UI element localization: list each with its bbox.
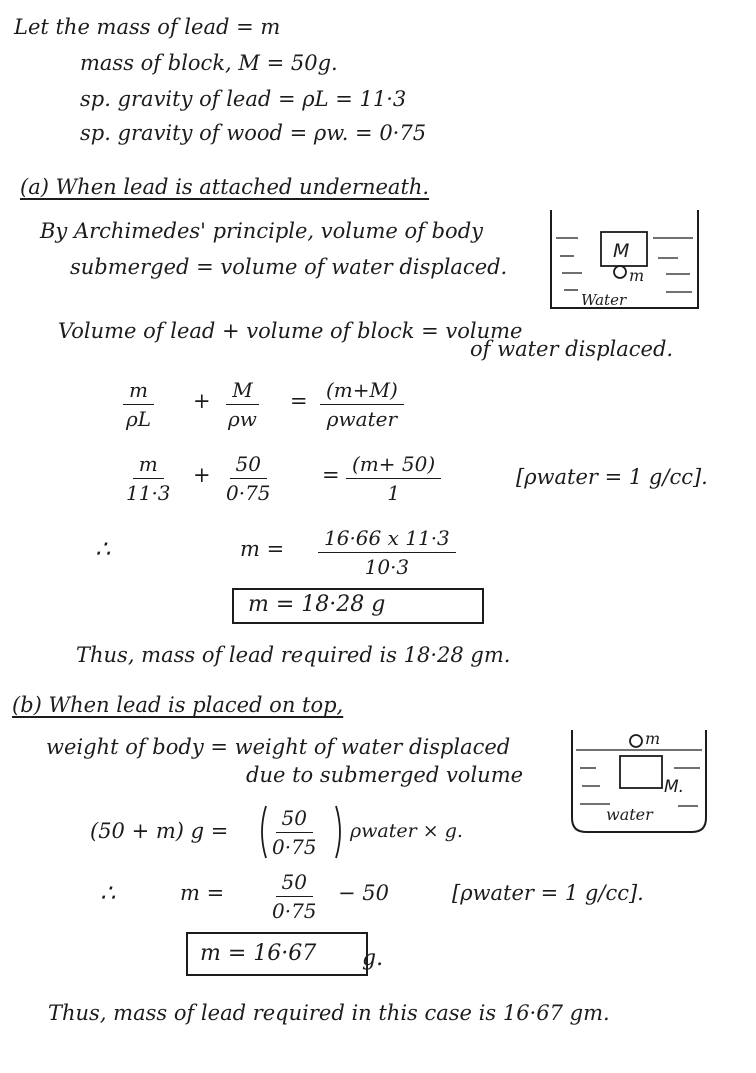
therefore-b: ∴ bbox=[100, 879, 116, 907]
answer-box-a: m = 18·28 g bbox=[232, 588, 484, 624]
eq2-a-term2 bbox=[220, 452, 277, 505]
conclusion-b: Thus, mass of lead required in this case is 16·67 gm. bbox=[48, 1001, 610, 1025]
density-note-b: [ρwater = 1 g/cc]. bbox=[452, 881, 644, 905]
volume-line-2: of water displaced. bbox=[470, 337, 674, 361]
part-a-heading: (a) When lead is attached underneath. bbox=[20, 175, 430, 199]
diagram-b-lead-label: m bbox=[645, 729, 661, 748]
tank-diagram-b bbox=[570, 726, 720, 836]
eq2-a-t1-den: 11·3 bbox=[126, 481, 171, 505]
eq1-a-rhs bbox=[320, 378, 404, 431]
diagram-b-block-label: M. bbox=[664, 777, 685, 797]
eq1-a-t2-num: M bbox=[226, 378, 258, 405]
answer-unit-b: g. bbox=[362, 946, 384, 971]
eq1-a-t2-den: ρw bbox=[228, 407, 257, 431]
eq1-a-rhs-num: (m+M) bbox=[320, 378, 404, 405]
eq2-a-t2-num: 50 bbox=[230, 452, 267, 479]
eq2-b-lhs: m = bbox=[180, 881, 225, 905]
tank-diagram-a bbox=[548, 208, 708, 318]
eq1-b-paren-right bbox=[334, 804, 346, 860]
eq1-a-equals: = bbox=[290, 389, 308, 413]
given-line-2: mass of block, M = 50g. bbox=[80, 51, 338, 75]
eq3-a-den: 10·3 bbox=[364, 555, 410, 579]
eq2-b-den: 0·75 bbox=[272, 899, 317, 923]
eq2-a-rhs bbox=[346, 452, 441, 505]
eq3-a-fraction bbox=[318, 526, 456, 579]
eq2-a-rhs-den: 1 bbox=[387, 481, 400, 505]
given-line-4: sp. gravity of wood = ρw. = 0·75 bbox=[80, 121, 427, 145]
eq1-b-lhs: (50 + m) g = bbox=[90, 819, 229, 843]
part-b-heading: (b) When lead is placed on top, bbox=[12, 693, 344, 717]
therefore-a: ∴ bbox=[95, 535, 111, 563]
eq1-a-plus: + bbox=[193, 389, 211, 413]
diagram-b-water-label: water bbox=[606, 805, 653, 824]
eq2-a-term1 bbox=[120, 452, 177, 505]
eq1-a-t1-den: ρL bbox=[126, 407, 152, 431]
eq2-a-equals: = bbox=[322, 463, 340, 487]
eq1-b-fraction bbox=[266, 806, 323, 859]
eq3-a-num: 16·66 x 11·3 bbox=[318, 526, 456, 553]
eq2-a-t1-num: m bbox=[133, 452, 164, 479]
principle-line-1: By Archimedes' principle, volume of body bbox=[40, 219, 483, 243]
eq2-a-rhs-num: (m+ 50) bbox=[346, 452, 441, 479]
eq2-b-num: 50 bbox=[276, 870, 313, 897]
weight-line-1: weight of body = weight of water displaced bbox=[46, 735, 511, 759]
eq2-b-fraction bbox=[266, 870, 323, 923]
density-note-a: [ρwater = 1 g/cc]. bbox=[516, 465, 708, 489]
diagram-a-block-label: M bbox=[613, 240, 630, 262]
volume-line-1: Volume of lead + volume of block = volume bbox=[58, 319, 523, 343]
weight-line-2: due to submerged volume bbox=[246, 763, 524, 787]
eq1-a-rhs-den: ρwater bbox=[326, 407, 398, 431]
given-line-3: sp. gravity of lead = ρL = 11·3 bbox=[80, 87, 407, 111]
answer-box-b: m = 16·67 bbox=[186, 932, 368, 976]
eq1-b-den: 0·75 bbox=[272, 835, 317, 859]
eq1-b-rhs: ρwater × g. bbox=[350, 820, 463, 842]
eq2-b-tail: − 50 bbox=[338, 881, 389, 905]
eq1-a-term1 bbox=[120, 378, 157, 431]
eq3-a-lhs: m = bbox=[240, 537, 285, 561]
eq2-a-t2-den: 0·75 bbox=[226, 481, 271, 505]
diagram-a-water-label: Water bbox=[581, 291, 627, 309]
diagram-a-lead-label: m bbox=[629, 266, 645, 285]
principle-line-2: submerged = volume of water displaced. bbox=[70, 255, 508, 279]
conclusion-a: Thus, mass of lead required is 18·28 gm. bbox=[76, 643, 511, 667]
eq1-b-num: 50 bbox=[276, 806, 313, 833]
eq2-a-plus: + bbox=[193, 463, 211, 487]
given-line-1: Let the mass of lead = m bbox=[14, 15, 281, 39]
eq1-a-t1-num: m bbox=[123, 378, 154, 405]
eq1-a-term2 bbox=[222, 378, 263, 431]
